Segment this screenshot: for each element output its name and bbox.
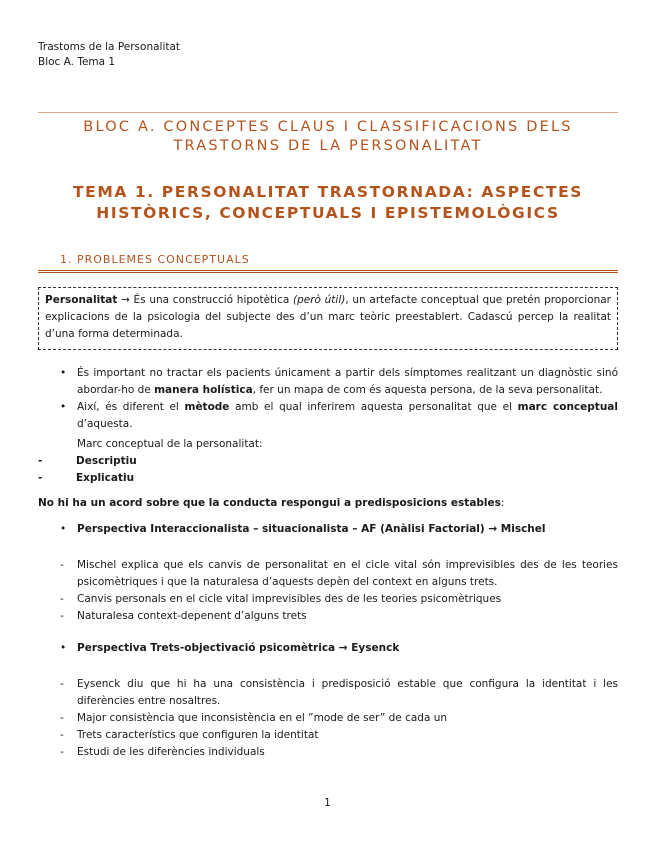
dash-glyph: - — [60, 559, 64, 571]
list-item-text: Mischel explica que els canvis de personalitat en el cicle vital són imprevisibles des de les teories psicomètriques i que la naturalesa d’aquests depèn del context en alguns trets. — [77, 559, 618, 588]
bullet-glyph: • — [60, 401, 67, 413]
perspective-1-title — [60, 523, 546, 535]
key-points-list — [60, 365, 618, 433]
dash-glyph: - — [60, 610, 64, 622]
marc-item-explicatiu: Explicatiu — [76, 472, 135, 484]
list-item — [60, 399, 618, 433]
list-item-text: És important no tractar els pacients únicament a partir dels símptomes realitzant un diagnòstic sinó abordar-ho de — [77, 367, 618, 396]
list-item-text: Naturalesa context-depenent d’alguns trets — [77, 610, 307, 622]
list-item — [60, 365, 618, 399]
list-item-text: Eysenck diu que hi ha una consistència i predisposició estable que configura la identitat i les diferències entre nosaltres. — [77, 678, 618, 707]
perspective-2-title-text: Perspectiva Trets-objectivació psicomètrica → Eysenck — [77, 642, 400, 654]
list-item — [38, 470, 137, 487]
perspective-2-list — [60, 676, 618, 761]
running-header — [38, 40, 180, 70]
list-item-text: Trets característics que configuren la identitat — [77, 729, 319, 741]
dash-glyph: - — [60, 678, 64, 690]
list-item-text: d’aquesta. — [77, 418, 133, 430]
list-item-text: Així, és diferent el — [77, 401, 185, 413]
section-heading: 1. PROBLEMES CONCEPTUALS — [60, 253, 250, 266]
bullet-glyph: • — [60, 367, 67, 379]
header-unit: Bloc A. Tema 1 — [38, 56, 116, 68]
perspective-2-title — [60, 642, 399, 654]
list-item — [60, 608, 618, 625]
list-item — [60, 727, 618, 744]
bullet-glyph: • — [60, 523, 67, 535]
definition-box — [38, 287, 618, 350]
tema-title — [38, 182, 618, 224]
list-item-text: Estudi de les diferències individuals — [77, 746, 265, 758]
list-item-text: Canvis personals en el cicle vital imprevisibles des de les teories psicomètriques — [77, 593, 502, 605]
page-number: 1 — [324, 797, 331, 809]
bloc-title — [38, 118, 618, 156]
perspective-1-title-text: Perspectiva Interaccionalista – situacionalista – AF (Anàlisi Factorial) → Mischel — [77, 523, 546, 535]
bullet-glyph: • — [60, 642, 67, 654]
dash-glyph: - — [60, 712, 64, 724]
bloc-title-line-2: TRASTORNS DE LA PERSONALITAT — [173, 138, 483, 154]
marc-item-descriptiu: Descriptiu — [76, 455, 137, 467]
title-divider — [38, 112, 618, 113]
perspective-1-list — [60, 557, 618, 625]
list-item — [60, 710, 618, 727]
definition-italic: (però útil) — [292, 294, 346, 306]
list-item-bold: mètode — [184, 401, 230, 413]
bloc-title-line-1: BLOC A. CONCEPTES CLAUS I CLASSIFICACIONS DELS — [83, 119, 573, 135]
list-item-text: Major consistència que inconsistència en el ”mode de ser” de cada un — [77, 712, 448, 724]
tema-title-line-1: TEMA 1. PERSONALITAT TRASTORNADA: ASPECTES — [72, 183, 584, 201]
list-item-text: amb el qual inferirem aquesta personalitat que el — [229, 401, 518, 413]
section-divider — [38, 270, 618, 273]
list-item-bold: marc conceptual — [517, 401, 618, 413]
dash-glyph: - — [38, 455, 43, 467]
marc-intro: Marc conceptual de la personalitat: — [77, 438, 263, 450]
definition-text-1: És una construcció hipotètica — [133, 294, 293, 306]
dash-glyph: - — [60, 593, 64, 605]
definition-arrow: → — [117, 294, 134, 306]
list-item — [60, 744, 618, 761]
list-item-text: , fer un mapa de com és aquesta persona, de la seva personalitat. — [252, 384, 603, 396]
definition-term: Personalitat — [45, 294, 118, 306]
dash-glyph: - — [38, 472, 43, 484]
tema-title-line-2: HISTÒRICS, CONCEPTUALS I EPISTEMOLÒGICS — [96, 204, 560, 222]
marc-list — [38, 453, 137, 487]
list-item — [60, 676, 618, 710]
list-item-bold: manera holística — [154, 384, 253, 396]
list-item — [60, 557, 618, 591]
agreement-statement — [38, 497, 504, 509]
agreement-text: No hi ha un acord sobre que la conducta respongui a predisposicions estables — [38, 497, 501, 509]
list-item — [60, 591, 618, 608]
definition-text-2: , un artefacte conceptual que pretén proporcionar explicacions de la psicologia del subjecte des d’un marc teòric preestablert. Cadascú percep la realitat d’una forma determinada. — [45, 294, 611, 340]
header-course: Trastoms de la Personalitat — [38, 41, 181, 53]
list-item — [38, 453, 137, 470]
agreement-colon: : — [500, 497, 505, 509]
dash-glyph: - — [60, 746, 64, 758]
dash-glyph: - — [60, 729, 64, 741]
